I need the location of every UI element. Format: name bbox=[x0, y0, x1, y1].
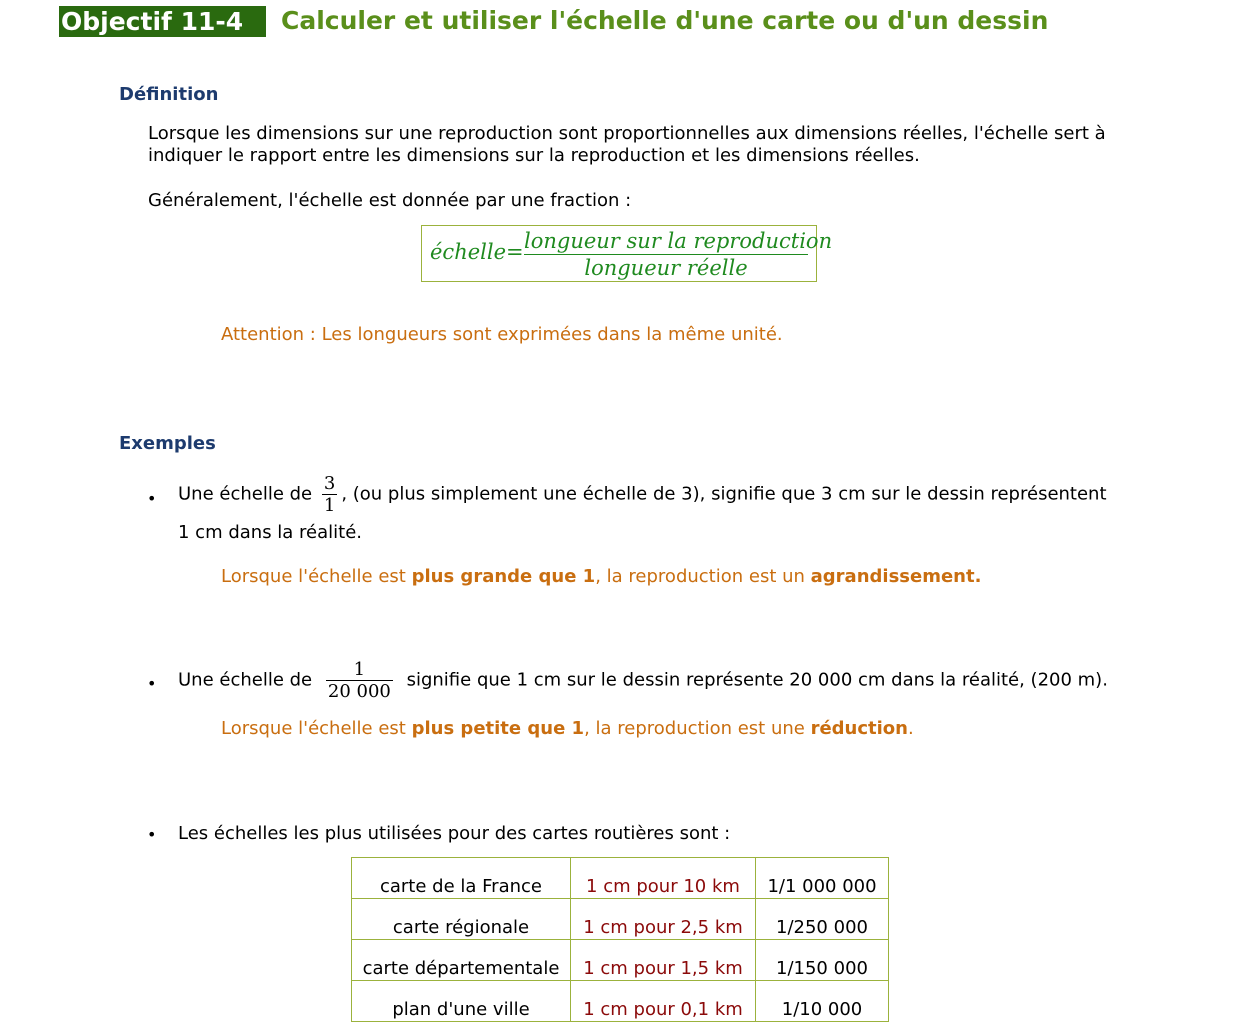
formula-lhs: échelle= bbox=[430, 240, 524, 264]
formula-denominator: longueur réelle bbox=[584, 256, 748, 280]
example-1-fraction bbox=[322, 473, 337, 516]
example-3-text: Les échelles les plus utilisées pour des cartes routières sont : bbox=[178, 823, 731, 844]
page-title: Calculer et utiliser l'échelle d'une carte ou d'un dessin bbox=[281, 6, 1049, 35]
map-type-cell: carte de la France bbox=[352, 858, 571, 899]
scale-cell: 1/250 000 bbox=[756, 899, 889, 940]
bullet-icon: • bbox=[147, 825, 157, 844]
formula-numerator: longueur sur la reproduction bbox=[524, 229, 833, 253]
table-row bbox=[352, 981, 889, 1022]
table-row bbox=[352, 940, 889, 981]
table-row bbox=[352, 899, 889, 940]
example-2-numerator: 1 bbox=[326, 659, 393, 681]
road-map-scales-table bbox=[351, 857, 889, 1022]
scale-cell: 1/1 000 000 bbox=[756, 858, 889, 899]
scale-cell: 1/150 000 bbox=[756, 940, 889, 981]
table-row bbox=[352, 858, 889, 899]
scale-cell: 1/10 000 bbox=[756, 981, 889, 1022]
definition-paragraph: Lorsque les dimensions sur une reproduction sont proportionnelles aux dimensions réelles, l'échelle sert à indiquer le rapport entre les dimensions sur la reproduction et les dimensions réelles. bbox=[148, 123, 1106, 166]
objective-badge: Objectif 11-4 bbox=[59, 6, 266, 37]
example-1-before: Une échelle de bbox=[178, 483, 313, 505]
example-2-fraction bbox=[326, 659, 393, 702]
definition-heading: Définition bbox=[119, 84, 219, 105]
example-1-line2: 1 cm dans la réalité. bbox=[178, 522, 363, 543]
examples-heading: Exemples bbox=[119, 433, 216, 454]
example-2-denominator: 20 000 bbox=[327, 681, 391, 702]
example-1-line bbox=[178, 473, 1107, 516]
enlargement-note: Lorsque l'échelle est plus grande que 1, la reproduction est un agrandissement. bbox=[221, 566, 982, 587]
map-type-cell: plan d'une ville bbox=[352, 981, 571, 1022]
example-2-before: Une échelle de bbox=[178, 669, 313, 691]
example-1-denominator: 1 bbox=[323, 495, 336, 516]
scale-formula bbox=[421, 225, 833, 282]
ratio-cell: 1 cm pour 2,5 km bbox=[571, 899, 756, 940]
example-1-after: , (ou plus simplement une échelle de 3), signifie que 3 cm sur le dessin représentent bbox=[341, 483, 1107, 505]
ratio-cell: 1 cm pour 0,1 km bbox=[571, 981, 756, 1022]
bullet-icon: • bbox=[147, 674, 157, 693]
example-2-after: signifie que 1 cm sur le dessin représente 20 000 cm dans la réalité, (200 m). bbox=[406, 669, 1108, 691]
formula-fraction bbox=[524, 228, 833, 281]
reduction-note: Lorsque l'échelle est plus petite que 1, la reproduction est une réduction. bbox=[221, 718, 914, 739]
ratio-cell: 1 cm pour 1,5 km bbox=[571, 940, 756, 981]
bullet-icon: • bbox=[147, 489, 157, 508]
map-type-cell: carte régionale bbox=[352, 899, 571, 940]
fraction-intro: Généralement, l'échelle est donnée par une fraction : bbox=[148, 190, 632, 211]
example-2-line bbox=[178, 659, 1108, 702]
map-type-cell: carte départementale bbox=[352, 940, 571, 981]
example-1-numerator: 3 bbox=[323, 473, 336, 494]
ratio-cell: 1 cm pour 10 km bbox=[571, 858, 756, 899]
attention-note: Attention : Les longueurs sont exprimées dans la même unité. bbox=[221, 324, 783, 345]
